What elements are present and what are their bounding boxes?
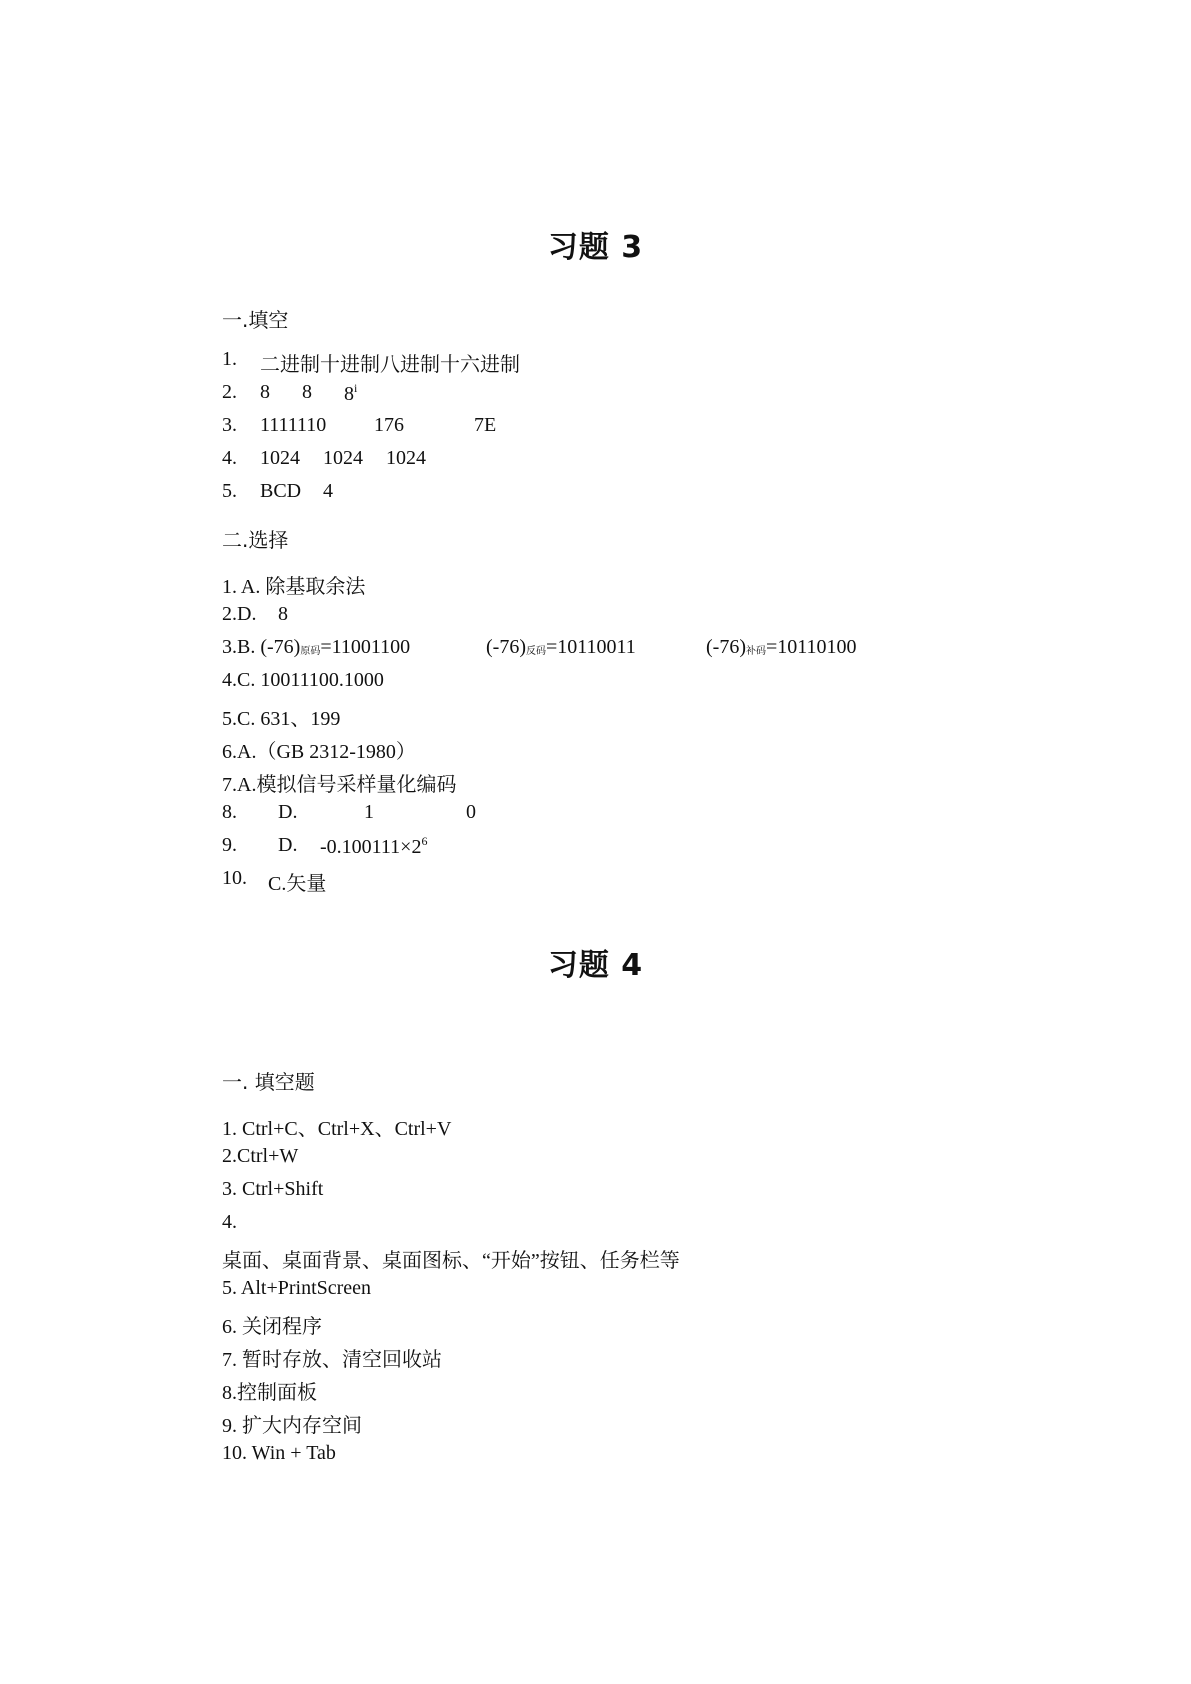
ex4-fill-item-9: 9. 扩大内存空间 <box>222 1415 362 1437</box>
ex3-choice-item-6: 6.A.（GB 2312-1980） <box>222 741 416 763</box>
ex4-fill-item-6: 6. 关闭程序 <box>222 1316 322 1338</box>
ex4-fill-item-8: 8.控制面板 <box>222 1382 317 1404</box>
ex3-section-choice: 二.选择 <box>222 528 289 552</box>
document-page: 习题 3 一.填空 1. 二进制十进制八进制十六进制 2. 8 8 8$^i$ 3. 1111110 176 7E 4. 1024 1024 1024 5. BCD 4 二.选择 1. A. 除基取余法 2.D. 8 3.B. $(-76)_{原码}=11001100$ $(-76)_{反码}=10110011$ $(-76)_{补码}=10110100$ 4.C. 10011100.1000 5.C. 631、199 6.A.（GB 2312-1980） 7.A.模拟信号采样量化编码 8. D. 1 0 9. D. $-0.100111\times 2^6$ 10. C.矢量 习题 4 一. 填空题 1. Ctrl+C、Ctrl+X、Ctrl+V 2.Ctrl+W 3. Ctrl+Shift 4. 桌面、桌面背景、桌面图标、“开始”按钮、任务栏等 5. Alt+PrintScreen 6. 关闭程序 7. 暂时存放、清空回收站 8.控制面板 9. 扩大内存空间 10. Win + Tab <box>0 0 1191 1684</box>
ex4-fill-item-7: 7. 暂时存放、清空回收站 <box>222 1349 442 1371</box>
title-exercise-3: 习题 3 <box>547 230 644 265</box>
title-exercise-4: 习题 4 <box>547 948 644 983</box>
ex4-fill-item-4-answer: 桌面、桌面背景、桌面图标、“开始”按钮、任务栏等 <box>222 1250 680 1272</box>
ex4-fill-item-2: 2.Ctrl+W <box>222 1145 299 1167</box>
ex4-fill-item-4: 4. <box>222 1211 237 1233</box>
ex4-fill-item-5: 5. Alt+PrintScreen <box>222 1277 372 1299</box>
ex4-section-fill: 一. 填空题 <box>222 1070 315 1094</box>
ex3-choice-item-4: 4.C. 10011100.1000 <box>222 669 384 691</box>
ex3-section-fill: 一.填空 <box>222 308 289 332</box>
ex4-fill-item-10: 10. Win + Tab <box>222 1442 336 1464</box>
ex4-fill-item-1: 1. Ctrl+C、Ctrl+X、Ctrl+V <box>222 1118 452 1140</box>
ex4-fill-item-3: 3. Ctrl+Shift <box>222 1178 324 1200</box>
ex3-choice-item-5: 5.C. 631、199 <box>222 708 341 730</box>
ex3-choice-item-7: 7.A.模拟信号采样量化编码 <box>222 774 457 796</box>
ex3-choice-item-1: 1. A. 除基取余法 <box>222 576 366 598</box>
